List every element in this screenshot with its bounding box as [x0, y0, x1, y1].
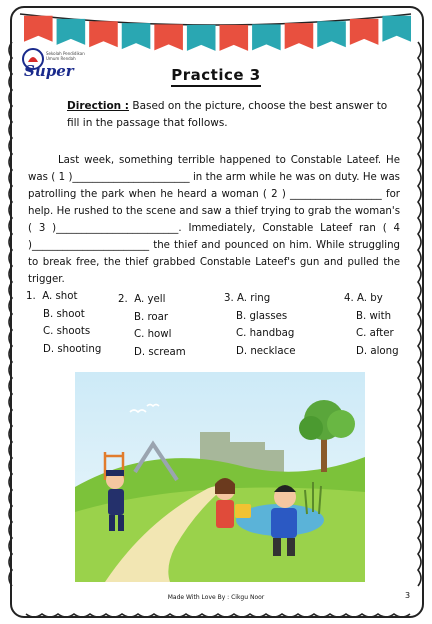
- bunting-flag: [154, 24, 183, 50]
- option[interactable]: A. by: [356, 293, 383, 304]
- question-number: 1.: [26, 291, 36, 302]
- option[interactable]: D. necklace: [236, 345, 296, 357]
- bunting-flag: [187, 25, 216, 51]
- handbag: [235, 504, 251, 518]
- option[interactable]: C. shoots: [43, 326, 91, 337]
- logo-tagline: Sekolah Pendidikan Umum Rendah: [46, 51, 85, 61]
- bunting-flag: [252, 24, 281, 50]
- bunting-flag: [350, 19, 379, 45]
- option[interactable]: C. after: [356, 328, 394, 339]
- question-number: 4.: [344, 293, 354, 304]
- direction-text: Based on the picture, choose the best answer to fill in the passage that follows.: [67, 100, 388, 129]
- option[interactable]: B. with: [356, 310, 392, 322]
- bunting-flag: [122, 23, 151, 49]
- option[interactable]: A. shot: [42, 291, 78, 302]
- option[interactable]: B. roar: [134, 311, 169, 323]
- question-number: 2.: [118, 294, 128, 305]
- page-number: 3: [405, 591, 411, 600]
- passage: [28, 152, 400, 288]
- option[interactable]: B. shoot: [43, 308, 85, 320]
- question-1: [26, 291, 101, 361]
- bunting-flag: [317, 21, 346, 47]
- direction-instruction: [67, 98, 397, 132]
- option[interactable]: B. glasses: [236, 310, 288, 322]
- footer-credit: Made With Love By : Cikgu Noor: [167, 594, 265, 601]
- question-3: [224, 293, 296, 363]
- direction-label: Direction :: [67, 100, 130, 112]
- question-2: [118, 294, 186, 364]
- logo-wordmark: Super: [24, 62, 74, 80]
- option[interactable]: D. scream: [134, 346, 186, 358]
- bunting-flag: [89, 21, 118, 47]
- option[interactable]: D. along: [356, 345, 399, 357]
- park-scene-illustration: [75, 372, 365, 582]
- bunting-flag: [285, 23, 314, 49]
- option[interactable]: A. yell: [134, 294, 166, 305]
- question-number: 3.: [224, 293, 234, 304]
- passage-paragraph: Last week, something terrible happened to Constable Lateef. He was ( 1 )_______________________ in the arm while he was on duty. He was patrolling the park when he heard a woman ( 2 ) __________________ for help. He rushed to the scene and saw a thief trying to grab the woman's ( 3 )________________________. Immediately, Constable Lateef ran ( 4 )_______________________ the thief and pounced on him. While struggling to break free, the thief grabbed Constable Lateef's gun and pulled the trigger.: [28, 155, 400, 285]
- bunting-flag: [382, 16, 411, 42]
- answer-options: [26, 291, 416, 361]
- bunting-flag: [220, 25, 249, 51]
- option[interactable]: C. howl: [134, 329, 172, 340]
- page-title: Practice 3: [0, 66, 432, 84]
- option[interactable]: D. shooting: [43, 343, 102, 355]
- bunting-flag: [24, 16, 53, 42]
- question-4: [344, 293, 399, 363]
- bunting-flag: [57, 19, 86, 45]
- option[interactable]: C. handbag: [236, 328, 295, 339]
- option[interactable]: A. ring: [236, 293, 271, 304]
